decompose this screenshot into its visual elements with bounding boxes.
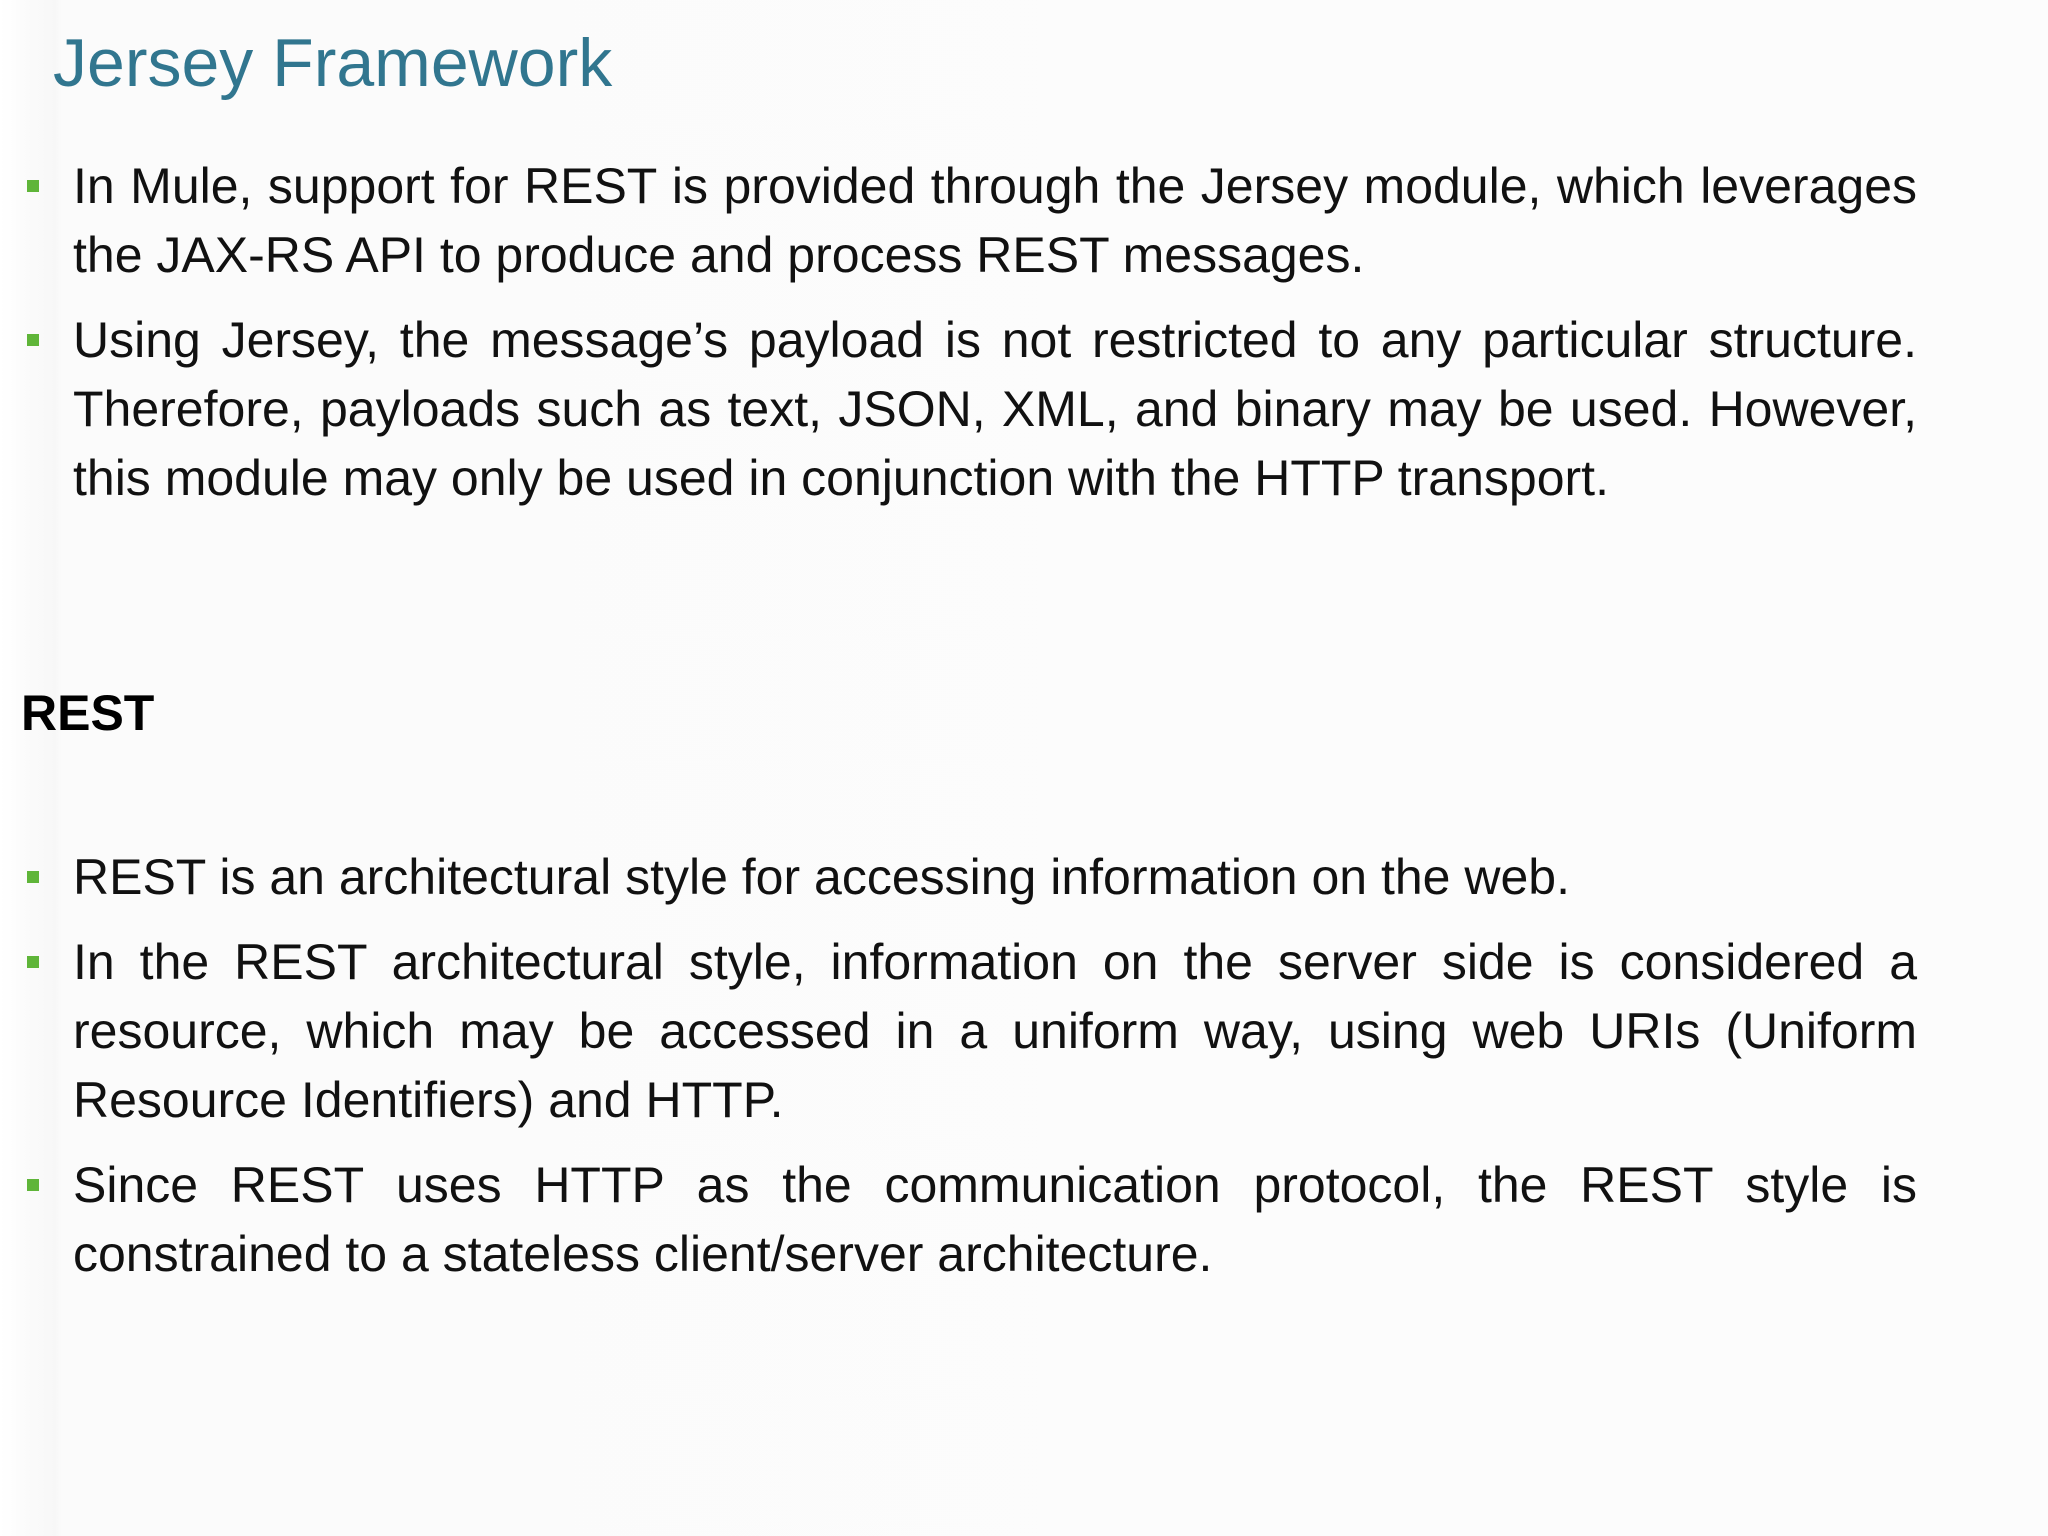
list-item bbox=[0, 152, 2048, 290]
square-bullet-icon bbox=[27, 1179, 39, 1191]
square-bullet-icon bbox=[27, 956, 39, 968]
slide-title: Jersey Framework bbox=[53, 25, 613, 101]
bullet-text: Using Jersey, the message’s payload is not restricted to any particular structure. Therefore, payloads such as text, JSON, XML, and binary may be used. However, this module may only be used in conjunction with the HTTP transport. bbox=[73, 312, 1917, 506]
list-item bbox=[0, 843, 2048, 912]
square-bullet-icon bbox=[27, 334, 39, 346]
bullet-text: Since REST uses HTTP as the communication protocol, the REST style is constrained to a stateless client/server architecture. bbox=[73, 1157, 1917, 1282]
square-bullet-icon bbox=[27, 871, 39, 883]
section-heading-rest: REST bbox=[21, 685, 155, 741]
list-item bbox=[0, 928, 2048, 1135]
bullet-text: In the REST architectural style, information on the server side is considered a resource, which may be accessed in a uniform way, using web URIs (Uniform Resource Identifiers) and HTTP. bbox=[73, 934, 1917, 1128]
rest-bullet-list bbox=[0, 843, 2048, 1289]
square-bullet-icon bbox=[27, 180, 39, 192]
list-item bbox=[0, 306, 2048, 513]
bullet-text: In Mule, support for REST is provided through the Jersey module, which leverages the JAX-RS API to produce and process REST messages. bbox=[73, 158, 1917, 283]
bullet-text: REST is an architectural style for accessing information on the web. bbox=[73, 849, 1570, 905]
jersey-bullet-list bbox=[0, 152, 2048, 513]
list-item bbox=[0, 1151, 2048, 1289]
